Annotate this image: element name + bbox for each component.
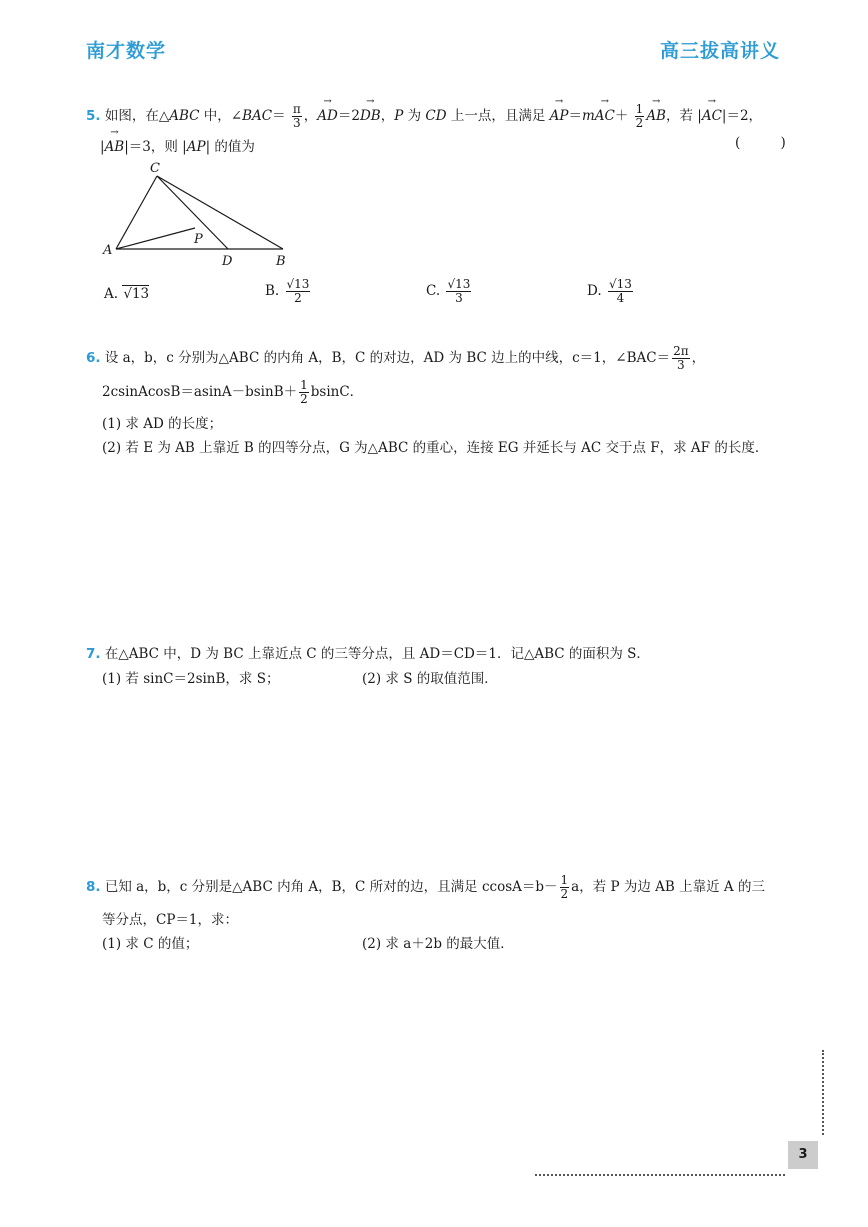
q7-line1: 7. 在△ABC 中，D 为 BC 上靠近点 C 的三等分点，且 AD＝CD＝1．记△ABC 的面积为 S． [86,646,650,662]
q5-line1: 5. 如图，在△ABC 中，∠BAC＝ $\frac{\pi}{3}$ ，→ AD＝2→ DB，P 为 CD 上一点，且满足 → AP＝m→ AC＋ $\frac{1}{2}$ → AB，若 |→ AC|＝2， [86,103,762,130]
q7-sub2: (2) 求 S 的取值范围． [362,671,498,687]
label-p: P [194,232,203,247]
triangle-figure [95,155,305,270]
label-d: D [222,254,233,269]
header-right-title: 高三拔高讲义 [659,40,780,62]
option-d[interactable]: D. $\frac{√13}{4}$ [587,277,632,305]
q6-sub2: (2) 若 E 为 AB 上靠近 B 的四等分点，G 为△ABC 的重心，连接 EG 并延长与 AC 交于点 F，求 AF 的长度． [102,440,769,456]
fraction-half: $\frac{1}{2}$ [635,102,644,130]
q8-line2: 等分点，CP＝1，求： [102,912,239,928]
q6-line2: 2csinAcosB＝asinA－bsinB＋ $\frac{1}{2}$ bsinC． [102,378,364,406]
label-c: C [150,161,160,176]
q6-line1: 6. 设 a，b，c 分别为△ABC 的内角 A，B，C 的对边，AD 为 BC 边上的中线，c＝1，∠BAC＝ $\frac{2\pi}{3}$ ， [86,344,706,372]
fraction-pi-3: $\frac{\pi}{3}$ [292,102,301,130]
q5-number: 5. [86,108,101,124]
q8-sub2: (2) 求 a＋2b 的最大值． [362,936,514,952]
label-b: B [276,254,286,269]
segment-ap [116,228,195,249]
q8-line1: 8. 已知 a，b，c 分别是△ABC 内角 A，B，C 所对的边，且满足 ccosA＝b－ $\frac{1}{2}$ a，若 P 为边 AB 上靠近 A 的三 [86,873,765,901]
page-number: 3 [788,1141,818,1169]
q7-sub1: (1) 若 sinC＝2sinB，求 S； [102,671,280,687]
q6-number: 6. [86,350,101,366]
option-a[interactable]: A. √13 [104,286,150,302]
option-b[interactable]: B. $\frac{√13}{2}$ [265,277,310,305]
page-edge-dotted-horizontal [535,1174,785,1176]
option-c[interactable]: C. $\frac{√13}{3}$ [426,277,471,305]
q7-number: 7. [86,646,101,662]
label-a: A [103,243,113,258]
page-edge-dotted-vertical [822,1050,824,1135]
q8-sub1: (1) 求 C 的值； [102,936,199,952]
q8-number: 8. [86,879,101,895]
segment-cd [157,176,228,249]
header-left-title: 南才数学 [86,40,167,62]
segment-ac [116,176,157,249]
answer-bracket: ( ) [735,135,804,151]
q5-line2: |→ AB|＝3，则 |AP| 的值为 [100,135,255,155]
segment-cb [157,176,283,249]
q6-sub1: (1) 求 AD 的长度； [102,416,223,432]
